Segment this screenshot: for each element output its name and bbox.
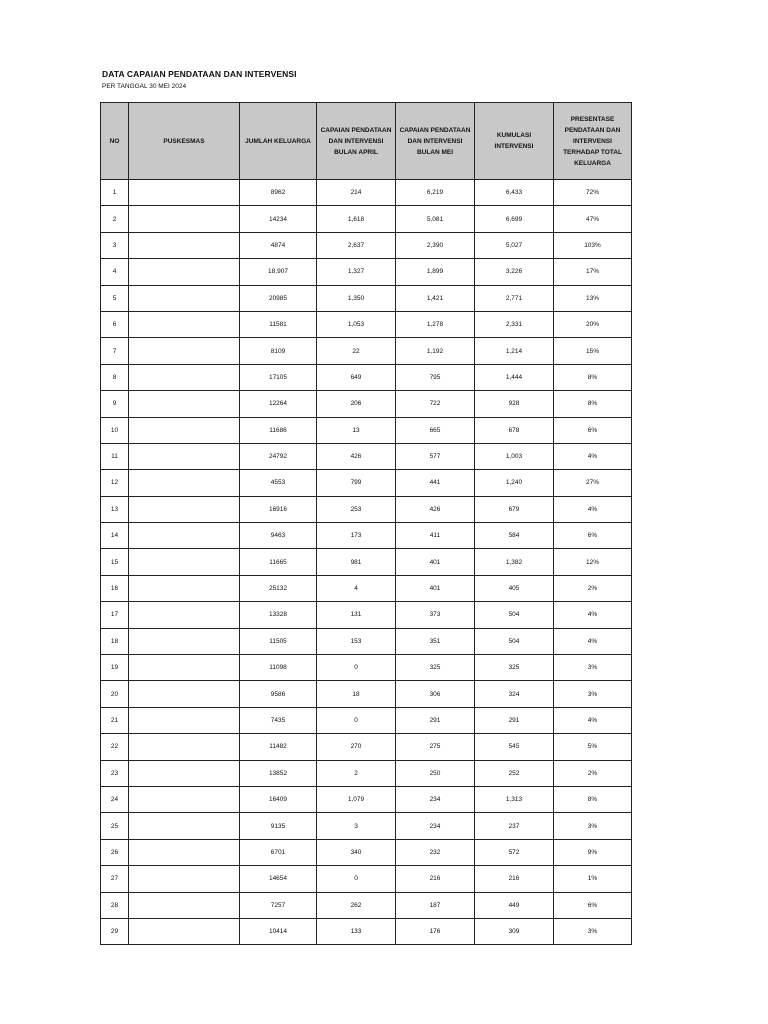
- table-row: [101, 285, 632, 311]
- cell-presentase: 103%: [554, 232, 632, 258]
- cell-capaian-mei: 411: [396, 523, 475, 549]
- cell-presentase: 8%: [554, 364, 632, 390]
- cell-puskesmas: [129, 364, 240, 390]
- cell-no: 15: [101, 549, 129, 575]
- cell-no: 18: [101, 628, 129, 654]
- cell-capaian-april: 0: [317, 707, 396, 733]
- cell-capaian-mei: 373: [396, 602, 475, 628]
- cell-jumlah-keluarga: 12264: [240, 391, 317, 417]
- cell-no: 2: [101, 206, 129, 232]
- cell-capaian-april: 262: [317, 892, 396, 918]
- cell-capaian-april: 2: [317, 760, 396, 786]
- table-row: [101, 602, 632, 628]
- cell-presentase: 6%: [554, 417, 632, 443]
- cell-kumulasi-intervensi: 291: [475, 707, 554, 733]
- cell-presentase: 72%: [554, 180, 632, 206]
- cell-kumulasi-intervensi: 325: [475, 655, 554, 681]
- cell-puskesmas: [129, 523, 240, 549]
- cell-jumlah-keluarga: 8109: [240, 338, 317, 364]
- cell-kumulasi-intervensi: 2,331: [475, 311, 554, 337]
- table-row: [101, 443, 632, 469]
- cell-kumulasi-intervensi: 449: [475, 892, 554, 918]
- cell-no: 17: [101, 602, 129, 628]
- cell-jumlah-keluarga: 20985: [240, 285, 317, 311]
- table-row: [101, 338, 632, 364]
- table-row: [101, 206, 632, 232]
- cell-presentase: 20%: [554, 311, 632, 337]
- cell-kumulasi-intervensi: 1,444: [475, 364, 554, 390]
- cell-jumlah-keluarga: 4553: [240, 470, 317, 496]
- cell-capaian-april: 426: [317, 443, 396, 469]
- cell-capaian-april: 131: [317, 602, 396, 628]
- cell-no: 4: [101, 259, 129, 285]
- cell-puskesmas: [129, 470, 240, 496]
- cell-no: 12: [101, 470, 129, 496]
- cell-presentase: 3%: [554, 918, 632, 944]
- cell-puskesmas: [129, 338, 240, 364]
- cell-capaian-april: 1,327: [317, 259, 396, 285]
- table-row: [101, 655, 632, 681]
- cell-no: 10: [101, 417, 129, 443]
- cell-capaian-mei: 187: [396, 892, 475, 918]
- cell-presentase: 2%: [554, 760, 632, 786]
- table-row: [101, 734, 632, 760]
- cell-puskesmas: [129, 443, 240, 469]
- cell-no: 8: [101, 364, 129, 390]
- cell-jumlah-keluarga: 13852: [240, 760, 317, 786]
- cell-capaian-mei: 5,081: [396, 206, 475, 232]
- cell-kumulasi-intervensi: 6,699: [475, 206, 554, 232]
- cell-presentase: 1%: [554, 866, 632, 892]
- table-row: [101, 311, 632, 337]
- cell-jumlah-keluarga: 11686: [240, 417, 317, 443]
- cell-presentase: 6%: [554, 892, 632, 918]
- cell-no: 13: [101, 496, 129, 522]
- cell-capaian-mei: 176: [396, 918, 475, 944]
- cell-puskesmas: [129, 496, 240, 522]
- cell-capaian-april: 153: [317, 628, 396, 654]
- cell-capaian-mei: 577: [396, 443, 475, 469]
- cell-jumlah-keluarga: 11505: [240, 628, 317, 654]
- header-capaian-april: CAPAIAN PENDATAAN DAN INTERVENSI BULAN APRIL: [317, 103, 396, 180]
- cell-capaian-mei: 1,192: [396, 338, 475, 364]
- cell-puskesmas: [129, 918, 240, 944]
- cell-kumulasi-intervensi: 1,003: [475, 443, 554, 469]
- cell-jumlah-keluarga: 16916: [240, 496, 317, 522]
- cell-jumlah-keluarga: 13328: [240, 602, 317, 628]
- cell-kumulasi-intervensi: 5,027: [475, 232, 554, 258]
- cell-puskesmas: [129, 259, 240, 285]
- cell-presentase: 8%: [554, 786, 632, 812]
- cell-puskesmas: [129, 206, 240, 232]
- cell-capaian-april: 270: [317, 734, 396, 760]
- document-title: DATA CAPAIAN PENDATAAN DAN INTERVENSI: [102, 69, 297, 79]
- table-row: [101, 786, 632, 812]
- cell-capaian-april: 0: [317, 655, 396, 681]
- cell-presentase: 4%: [554, 707, 632, 733]
- table-row: [101, 470, 632, 496]
- table-row: [101, 839, 632, 865]
- cell-no: 22: [101, 734, 129, 760]
- cell-presentase: 3%: [554, 681, 632, 707]
- cell-jumlah-keluarga: 4874: [240, 232, 317, 258]
- table-row: [101, 391, 632, 417]
- table-row: [101, 575, 632, 601]
- cell-capaian-april: 18: [317, 681, 396, 707]
- cell-kumulasi-intervensi: 252: [475, 760, 554, 786]
- cell-puskesmas: [129, 417, 240, 443]
- cell-capaian-april: 253: [317, 496, 396, 522]
- cell-kumulasi-intervensi: 504: [475, 602, 554, 628]
- cell-jumlah-keluarga: 11098: [240, 655, 317, 681]
- cell-capaian-mei: 401: [396, 575, 475, 601]
- cell-puskesmas: [129, 549, 240, 575]
- cell-kumulasi-intervensi: 1,382: [475, 549, 554, 575]
- cell-presentase: 6%: [554, 523, 632, 549]
- table-row: [101, 180, 632, 206]
- cell-capaian-mei: 401: [396, 549, 475, 575]
- cell-no: 25: [101, 813, 129, 839]
- cell-puskesmas: [129, 813, 240, 839]
- cell-puskesmas: [129, 734, 240, 760]
- cell-no: 20: [101, 681, 129, 707]
- table-row: [101, 549, 632, 575]
- cell-capaian-mei: 1,278: [396, 311, 475, 337]
- cell-no: 9: [101, 391, 129, 417]
- cell-presentase: 17%: [554, 259, 632, 285]
- cell-capaian-april: 214: [317, 180, 396, 206]
- table-row: [101, 259, 632, 285]
- cell-puskesmas: [129, 681, 240, 707]
- cell-jumlah-keluarga: 7257: [240, 892, 317, 918]
- cell-puskesmas: [129, 866, 240, 892]
- cell-jumlah-keluarga: 9586: [240, 681, 317, 707]
- cell-presentase: 2%: [554, 575, 632, 601]
- cell-capaian-april: 1,053: [317, 311, 396, 337]
- table-body: [101, 180, 632, 945]
- cell-puskesmas: [129, 285, 240, 311]
- cell-presentase: 4%: [554, 496, 632, 522]
- cell-capaian-april: 649: [317, 364, 396, 390]
- cell-no: 21: [101, 707, 129, 733]
- cell-presentase: 12%: [554, 549, 632, 575]
- cell-capaian-april: 340: [317, 839, 396, 865]
- cell-capaian-april: 22: [317, 338, 396, 364]
- cell-capaian-mei: 250: [396, 760, 475, 786]
- cell-no: 26: [101, 839, 129, 865]
- table-row: [101, 364, 632, 390]
- cell-kumulasi-intervensi: 3,226: [475, 259, 554, 285]
- cell-jumlah-keluarga: 25132: [240, 575, 317, 601]
- table-row: [101, 232, 632, 258]
- cell-jumlah-keluarga: 18,907: [240, 259, 317, 285]
- cell-puskesmas: [129, 655, 240, 681]
- cell-no: 28: [101, 892, 129, 918]
- cell-kumulasi-intervensi: 1,313: [475, 786, 554, 812]
- cell-kumulasi-intervensi: 584: [475, 523, 554, 549]
- cell-capaian-april: 1,350: [317, 285, 396, 311]
- cell-presentase: 3%: [554, 813, 632, 839]
- cell-no: 11: [101, 443, 129, 469]
- document-subtitle: PER TANGGAL 30 MEI 2024: [102, 83, 187, 90]
- cell-no: 7: [101, 338, 129, 364]
- cell-puskesmas: [129, 760, 240, 786]
- table-row: [101, 628, 632, 654]
- cell-jumlah-keluarga: 11482: [240, 734, 317, 760]
- cell-capaian-april: 1,079: [317, 786, 396, 812]
- cell-capaian-april: 173: [317, 523, 396, 549]
- cell-capaian-mei: 665: [396, 417, 475, 443]
- cell-capaian-mei: 234: [396, 786, 475, 812]
- table-row: [101, 813, 632, 839]
- cell-kumulasi-intervensi: 504: [475, 628, 554, 654]
- cell-no: 14: [101, 523, 129, 549]
- cell-capaian-mei: 1,421: [396, 285, 475, 311]
- cell-kumulasi-intervensi: 405: [475, 575, 554, 601]
- data-table: [100, 102, 632, 945]
- cell-kumulasi-intervensi: 679: [475, 496, 554, 522]
- table-row: [101, 417, 632, 443]
- cell-presentase: 5%: [554, 734, 632, 760]
- header-jumlah-keluarga: JUMLAH KELUARGA: [240, 103, 317, 180]
- cell-capaian-mei: 325: [396, 655, 475, 681]
- cell-capaian-mei: 234: [396, 813, 475, 839]
- cell-puskesmas: [129, 839, 240, 865]
- cell-jumlah-keluarga: 24792: [240, 443, 317, 469]
- cell-jumlah-keluarga: 10414: [240, 918, 317, 944]
- cell-no: 19: [101, 655, 129, 681]
- cell-capaian-mei: 1,899: [396, 259, 475, 285]
- cell-capaian-april: 3: [317, 813, 396, 839]
- header-kumulasi-intervensi: KUMULASI INTERVENSI: [475, 103, 554, 180]
- cell-jumlah-keluarga: 6701: [240, 839, 317, 865]
- cell-kumulasi-intervensi: 928: [475, 391, 554, 417]
- cell-kumulasi-intervensi: 237: [475, 813, 554, 839]
- cell-kumulasi-intervensi: 1,240: [475, 470, 554, 496]
- cell-capaian-april: 2,637: [317, 232, 396, 258]
- cell-kumulasi-intervensi: 6,433: [475, 180, 554, 206]
- table-row: [101, 892, 632, 918]
- cell-capaian-mei: 291: [396, 707, 475, 733]
- cell-puskesmas: [129, 892, 240, 918]
- cell-presentase: 4%: [554, 443, 632, 469]
- cell-capaian-mei: 216: [396, 866, 475, 892]
- cell-capaian-mei: 275: [396, 734, 475, 760]
- cell-no: 5: [101, 285, 129, 311]
- table-row: [101, 523, 632, 549]
- cell-puskesmas: [129, 391, 240, 417]
- cell-capaian-mei: 6,219: [396, 180, 475, 206]
- cell-no: 23: [101, 760, 129, 786]
- cell-no: 16: [101, 575, 129, 601]
- cell-kumulasi-intervensi: 1,214: [475, 338, 554, 364]
- cell-kumulasi-intervensi: 572: [475, 839, 554, 865]
- cell-capaian-april: 13: [317, 417, 396, 443]
- cell-puskesmas: [129, 602, 240, 628]
- cell-presentase: 8%: [554, 391, 632, 417]
- cell-capaian-april: 0: [317, 866, 396, 892]
- cell-no: 29: [101, 918, 129, 944]
- header-capaian-mei: CAPAIAN PENDATAAN DAN INTERVENSI BULAN MEI: [396, 103, 475, 180]
- cell-jumlah-keluarga: 7435: [240, 707, 317, 733]
- cell-no: 27: [101, 866, 129, 892]
- table-header-row: [101, 103, 632, 180]
- cell-presentase: 27%: [554, 470, 632, 496]
- cell-jumlah-keluarga: 17105: [240, 364, 317, 390]
- cell-puskesmas: [129, 575, 240, 601]
- cell-capaian-april: 799: [317, 470, 396, 496]
- cell-jumlah-keluarga: 16409: [240, 786, 317, 812]
- cell-capaian-mei: 2,390: [396, 232, 475, 258]
- cell-puskesmas: [129, 180, 240, 206]
- header-no: NO: [101, 103, 129, 180]
- cell-presentase: 4%: [554, 628, 632, 654]
- cell-no: 3: [101, 232, 129, 258]
- cell-puskesmas: [129, 628, 240, 654]
- table-row: [101, 707, 632, 733]
- cell-presentase: 13%: [554, 285, 632, 311]
- cell-presentase: 47%: [554, 206, 632, 232]
- table-row: [101, 496, 632, 522]
- cell-capaian-mei: 722: [396, 391, 475, 417]
- cell-capaian-mei: 351: [396, 628, 475, 654]
- cell-puskesmas: [129, 786, 240, 812]
- cell-puskesmas: [129, 232, 240, 258]
- cell-puskesmas: [129, 311, 240, 337]
- cell-kumulasi-intervensi: 216: [475, 866, 554, 892]
- cell-presentase: 9%: [554, 839, 632, 865]
- cell-kumulasi-intervensi: 545: [475, 734, 554, 760]
- cell-jumlah-keluarga: 11581: [240, 311, 317, 337]
- table-row: [101, 760, 632, 786]
- cell-capaian-mei: 441: [396, 470, 475, 496]
- cell-capaian-april: 133: [317, 918, 396, 944]
- table-row: [101, 918, 632, 944]
- cell-no: 1: [101, 180, 129, 206]
- cell-presentase: 4%: [554, 602, 632, 628]
- cell-kumulasi-intervensi: 309: [475, 918, 554, 944]
- cell-capaian-mei: 306: [396, 681, 475, 707]
- table-row: [101, 681, 632, 707]
- cell-jumlah-keluarga: 14234: [240, 206, 317, 232]
- cell-jumlah-keluarga: 9463: [240, 523, 317, 549]
- cell-jumlah-keluarga: 14654: [240, 866, 317, 892]
- cell-capaian-april: 4: [317, 575, 396, 601]
- header-presentase: PRESENTASE PENDATAAN DAN INTERVENSI TERHADAP TOTAL KELUARGA: [554, 103, 632, 180]
- cell-puskesmas: [129, 707, 240, 733]
- cell-jumlah-keluarga: 8962: [240, 180, 317, 206]
- cell-jumlah-keluarga: 11665: [240, 549, 317, 575]
- cell-no: 24: [101, 786, 129, 812]
- cell-kumulasi-intervensi: 2,771: [475, 285, 554, 311]
- cell-capaian-april: 206: [317, 391, 396, 417]
- cell-capaian-mei: 426: [396, 496, 475, 522]
- cell-kumulasi-intervensi: 678: [475, 417, 554, 443]
- cell-no: 6: [101, 311, 129, 337]
- cell-capaian-mei: 795: [396, 364, 475, 390]
- header-puskesmas: PUSKESMAS: [129, 103, 240, 180]
- cell-capaian-april: 1,618: [317, 206, 396, 232]
- cell-capaian-april: 981: [317, 549, 396, 575]
- cell-jumlah-keluarga: 9135: [240, 813, 317, 839]
- cell-kumulasi-intervensi: 324: [475, 681, 554, 707]
- table-row: [101, 866, 632, 892]
- cell-presentase: 15%: [554, 338, 632, 364]
- cell-capaian-mei: 232: [396, 839, 475, 865]
- cell-presentase: 3%: [554, 655, 632, 681]
